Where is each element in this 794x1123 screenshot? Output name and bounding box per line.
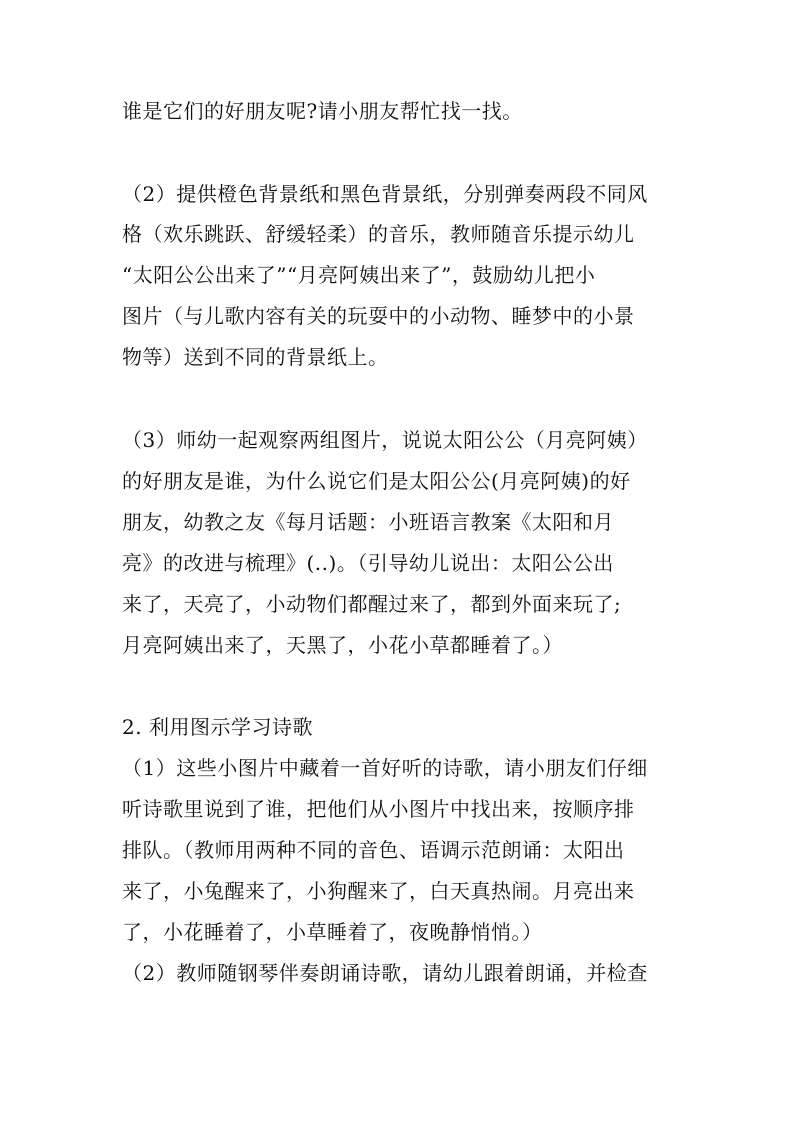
text-line: 来了，小兔醒来了，小狗醒来了，白天真热闹。月亮出来 (122, 879, 635, 903)
text-line: 来了，天亮了，小动物们都醒过来了，都到外面来玩了; (122, 592, 622, 616)
text-line: （2）提供橙色背景纸和黑色背景纸，分别弹奏两段不同风 (122, 182, 648, 206)
text-line: 的好朋友是谁，为什么说它们是太阳公公(月亮阿姨)的好 (122, 469, 631, 493)
text-line: （3）师幼一起观察两组图片，说说太阳公公（月亮阿姨） (122, 428, 648, 452)
text-line: 月亮阿姨出来了，天黑了，小花小草都睡着了。） (122, 633, 563, 657)
text-line: （2）教师随钢琴伴奏朗诵诗歌，请幼儿跟着朗诵，并检查 (122, 961, 648, 985)
text-line: 听诗歌里说到了谁，把他们从小图片中找出来，按顺序排 (122, 797, 635, 821)
text-line: 了，小花睡着了，小草睡着了，夜晚静悄悄。） (122, 920, 543, 944)
text-line: 物等）送到不同的背景纸上。 (122, 345, 389, 369)
text-line: 格（欢乐跳跃、舒缓轻柔）的音乐，教师随音乐提示幼儿 (122, 222, 635, 246)
text-line: 排队。（教师用两种不同的音色、语调示范朗诵：太阳出 (122, 838, 625, 862)
text-line: 朋友，幼教之友《每月话题：小班语言教案《太阳和月 (122, 510, 614, 534)
section-heading: 2. 利用图示学习诗歌 (122, 715, 313, 739)
text-line: 图片（与儿歌内容有关的玩耍中的小动物、睡梦中的小景 (122, 304, 635, 328)
text-line: 亮》的改进与梳理》(..)。（引导幼儿说出：太阳公公出 (122, 551, 614, 575)
text-line: 谁是它们的好朋友呢?请小朋友帮忙找一找。 (122, 99, 523, 123)
text-line: “太阳公公出来了”“月亮阿姨出来了”，鼓励幼儿把小 (122, 263, 596, 287)
text-line: （1）这些小图片中藏着一首好听的诗歌，请小朋友们仔细 (122, 756, 648, 780)
